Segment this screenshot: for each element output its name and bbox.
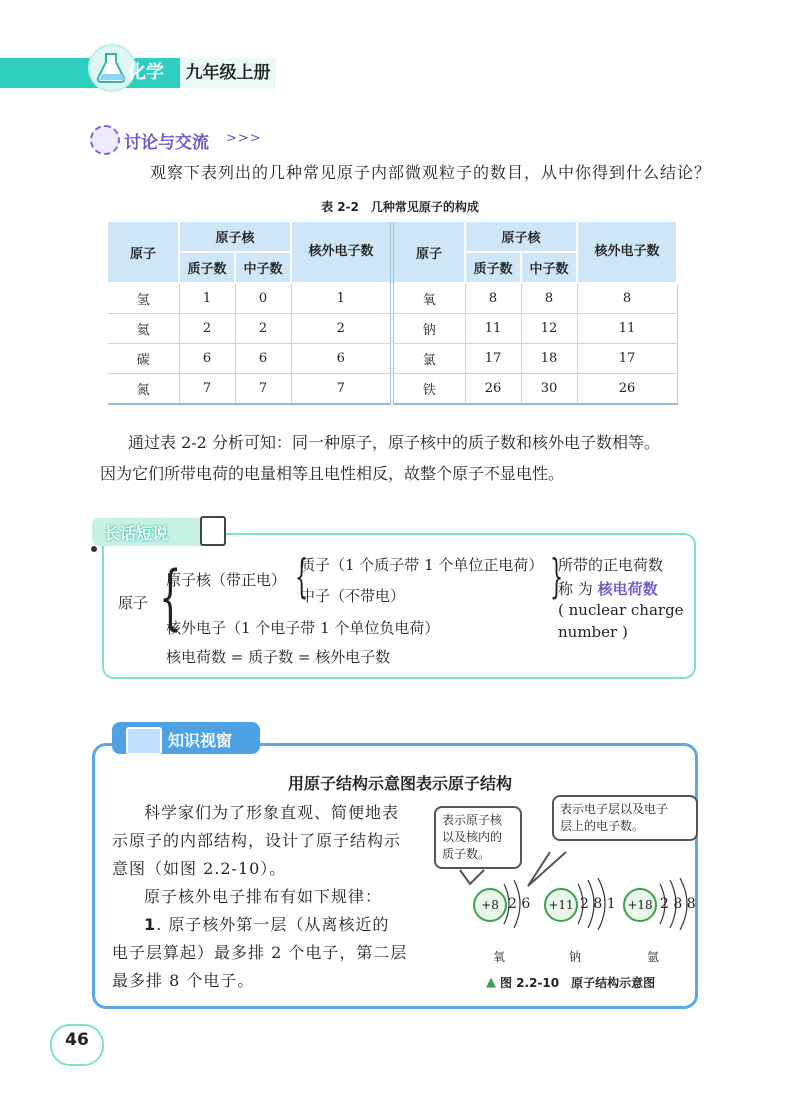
- discussion-icon: [90, 125, 120, 155]
- summary-nucleus: 原子核（带正电）: [166, 571, 287, 589]
- cell-electrons: 6: [291, 344, 392, 374]
- argon-shells: 2 8 8: [660, 896, 696, 912]
- col-electrons: 核外电子数: [291, 222, 392, 283]
- brace-nucleus: {: [295, 549, 309, 603]
- header-grade: 九年级上册: [180, 58, 276, 88]
- page-number: 46: [65, 1030, 89, 1050]
- up-arrow-icon: ▲: [486, 975, 496, 990]
- cell-protons: 7: [179, 374, 235, 405]
- table-row: [108, 283, 677, 314]
- cell-protons: 26: [465, 374, 521, 405]
- atom-composition-table: [108, 222, 678, 405]
- cell-protons: 17: [465, 344, 521, 374]
- cell-atom: 氯: [392, 344, 465, 374]
- analysis-line-2: 因为它们所带电荷的电量相等且电性相反，故整个原子不显电性。: [100, 464, 565, 483]
- cell-neutrons: 30: [521, 374, 577, 405]
- cell-neutrons: 7: [235, 374, 291, 405]
- cell-protons: 2: [179, 314, 235, 344]
- summary-charge-prefix: 称 为: [558, 580, 593, 598]
- col-nucleus-2: 原子核: [465, 222, 577, 252]
- knowledge-rule-line-3: 最多排 8 个电子。: [112, 971, 255, 990]
- cell-protons: 6: [179, 344, 235, 374]
- knowledge-rule-line-1: [144, 912, 389, 935]
- analysis-line-1: 通过表 2-2 分析可知：同一种原子，原子核中的质子数和核外电子数相等。: [128, 433, 660, 452]
- discussion-title: 讨论与交流: [124, 133, 209, 153]
- cell-electrons: 11: [577, 314, 677, 344]
- brace-atom: {: [159, 556, 182, 638]
- figure-caption: 图 2.2-10 原子结构示意图: [500, 976, 656, 990]
- cell-atom: 碳: [108, 344, 179, 374]
- summary-proton: 质子（1 个质子带 1 个单位正电荷）: [300, 556, 544, 574]
- sodium-shells: 2 8 1: [580, 896, 616, 912]
- cell-atom: 氦: [108, 314, 179, 344]
- cell-electrons: 7: [291, 374, 392, 405]
- rule-number: 1: [144, 915, 157, 934]
- summary-charge-term: 核电荷数: [597, 580, 658, 598]
- summary-dot: [91, 546, 97, 552]
- summary-equation: 核电荷数 = 质子数 = 核外电子数: [166, 648, 391, 666]
- col-neutrons: 中子数: [235, 252, 291, 283]
- cell-protons: 11: [465, 314, 521, 344]
- cell-neutrons: 2: [235, 314, 291, 344]
- argon-nucleus: +18: [623, 888, 657, 922]
- summary-neutron: 中子（不带电）: [300, 587, 406, 605]
- cell-electrons: 8: [577, 283, 677, 314]
- summary-atom: 原子: [118, 594, 149, 612]
- knowledge-tab-label: 知识视窗: [168, 731, 233, 750]
- callout-nucleus-line-3: 质子数。: [442, 847, 491, 861]
- cell-electrons: 26: [577, 374, 677, 405]
- cell-electrons: 17: [577, 344, 677, 374]
- summary-charge-line-1: 所带的正电荷数: [558, 556, 664, 574]
- knowledge-p1-line-1: 科学家们为了形象直观、简便地表: [144, 803, 400, 822]
- cell-neutrons: 12: [521, 314, 577, 344]
- col-electrons-2: 核外电子数: [577, 222, 677, 283]
- rule-text: . 原子核外第一层（从离核近的: [156, 915, 390, 934]
- cell-protons: 1: [179, 283, 235, 314]
- oxygen-nucleus: +8: [473, 888, 507, 922]
- col-atom: 原子: [108, 222, 179, 283]
- table-row: [108, 344, 677, 374]
- discussion-arrows: >>>: [226, 131, 262, 146]
- argon-label: 氩: [647, 950, 660, 964]
- callout-shells-line-2: 层上的电子数。: [560, 819, 645, 833]
- col-atom-2: 原子: [392, 222, 465, 283]
- notes-icon: [200, 516, 226, 546]
- cell-neutrons: 8: [521, 283, 577, 314]
- cell-atom: 铁: [392, 374, 465, 405]
- callout-nucleus-line-2: 以及核内的: [442, 830, 503, 844]
- cell-atom: 氮: [108, 374, 179, 405]
- col-protons-2: 质子数: [465, 252, 521, 283]
- callout-nucleus-line-1: 表示原子核: [442, 813, 503, 827]
- monitor-icon: [126, 727, 162, 755]
- col-neutrons-2: 中子数: [521, 252, 577, 283]
- knowledge-rule-line-2: 电子层算起）最多排 2 个电子，第二层: [112, 943, 408, 962]
- callout-shells-line-1: 表示电子层以及电子: [560, 802, 669, 816]
- cell-electrons: 1: [291, 283, 392, 314]
- knowledge-title: 用原子结构示意图表示原子结构: [287, 774, 512, 793]
- table-caption: 表 2-2 几种常见原子的构成: [321, 200, 479, 214]
- cell-protons: 8: [465, 283, 521, 314]
- oxygen-label: 氧: [493, 950, 506, 964]
- cell-neutrons: 0: [235, 283, 291, 314]
- sodium-label: 钠: [569, 950, 582, 964]
- cell-neutrons: 18: [521, 344, 577, 374]
- cell-atom: 钠: [392, 314, 465, 344]
- cell-electrons: 2: [291, 314, 392, 344]
- summary-tab-label: 长话短说: [104, 524, 169, 543]
- cell-atom: 氧: [392, 283, 465, 314]
- summary-electron: 核外电子（1 个电子带 1 个单位负电荷）: [166, 619, 440, 637]
- summary-charge-en-2: number ): [558, 623, 628, 641]
- table-row: [108, 314, 677, 344]
- oxygen-shells: 2 6: [508, 896, 531, 912]
- cell-neutrons: 6: [235, 344, 291, 374]
- summary-charge-line-2: [558, 578, 658, 599]
- knowledge-p1-line-3: 意图（如图 2.2-10）。: [112, 859, 287, 878]
- col-nucleus: 原子核: [179, 222, 291, 252]
- sodium-nucleus: +11: [544, 888, 578, 922]
- summary-charge-en-1: ( nuclear charge: [558, 601, 684, 619]
- col-protons: 质子数: [179, 252, 235, 283]
- knowledge-p1-line-2: 示原子的内部结构，设计了原子结构示: [112, 831, 402, 850]
- header-subject: 化学: [128, 62, 164, 83]
- knowledge-p2: 原子核外电子排布有如下规律：: [144, 887, 383, 906]
- table-row: [108, 374, 677, 405]
- discussion-question: 观察下表列出的几种常见原子内部微观粒子的数目，从中你得到什么结论？: [150, 163, 712, 182]
- cell-atom: 氢: [108, 283, 179, 314]
- brace-charge: }: [550, 549, 564, 603]
